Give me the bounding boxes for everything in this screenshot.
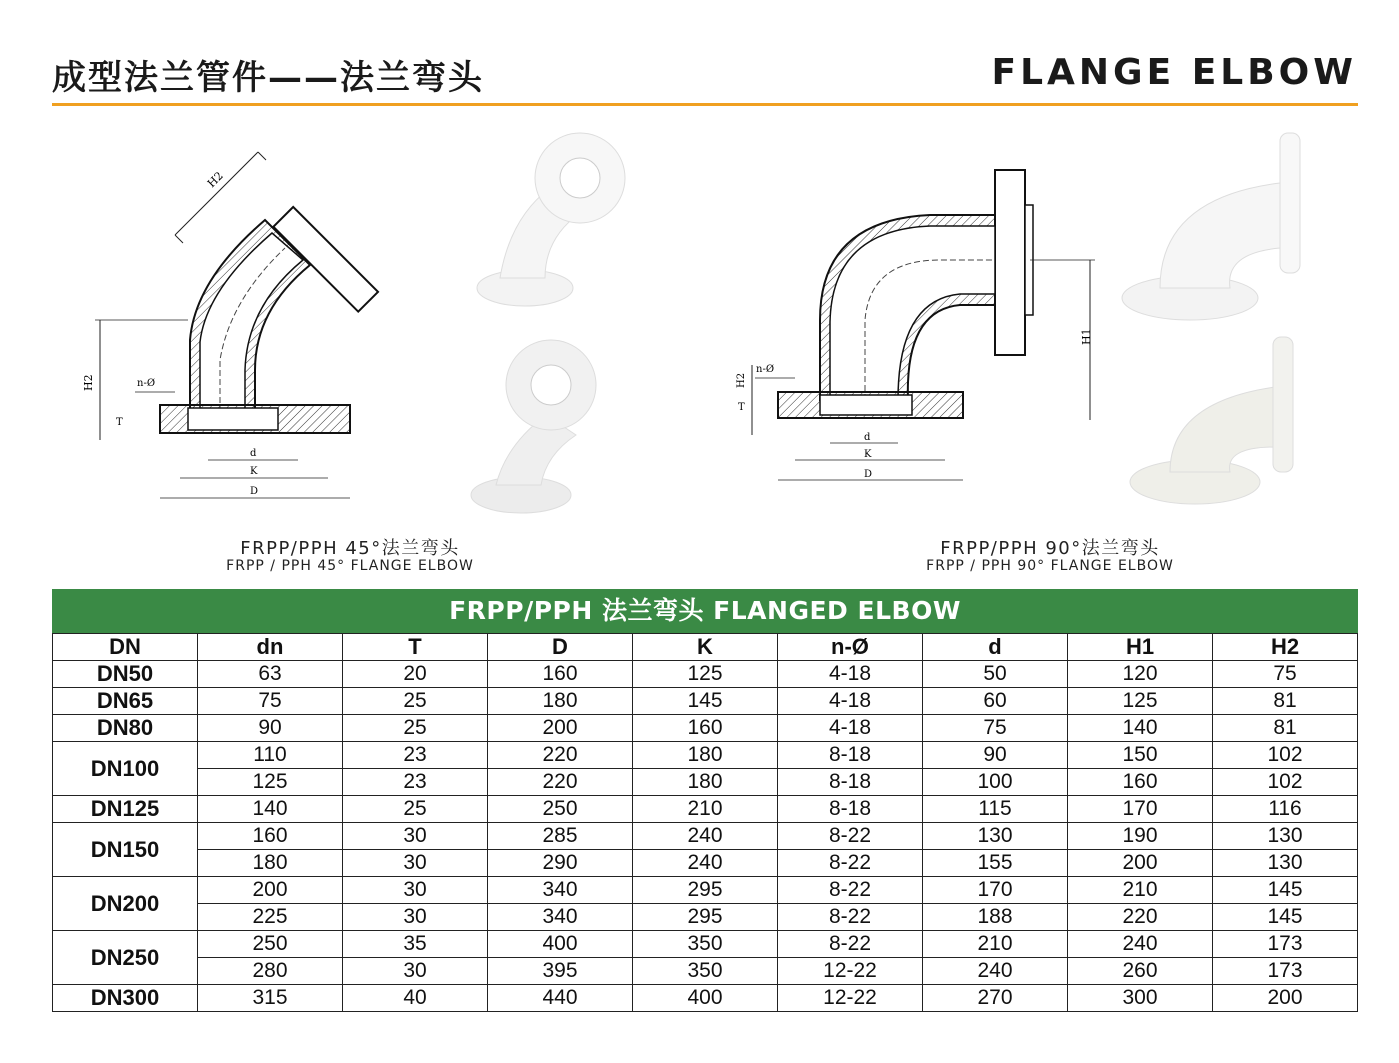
table-cell: 30	[343, 823, 488, 850]
caption-45-en: FRPP / PPH 45° FLANGE ELBOW	[226, 558, 474, 574]
table-cell: 210	[633, 796, 778, 823]
page-title-cn: 成型法兰管件——法兰弯头	[52, 58, 484, 98]
table-row	[53, 715, 1358, 742]
table-cell: 280	[198, 958, 343, 985]
table-cell: 25	[343, 796, 488, 823]
table-row	[53, 742, 1358, 769]
table-cell: 290	[488, 850, 633, 877]
caption-90-en: FRPP / PPH 90° FLANGE ELBOW	[926, 558, 1174, 574]
elbow-90-photo-bottom	[1125, 332, 1315, 517]
table-cell: 440	[488, 985, 633, 1012]
table-cell: 75	[923, 715, 1068, 742]
table-cell: 120	[1068, 661, 1213, 688]
table-cell: 60	[923, 688, 1068, 715]
table-cell: 180	[198, 850, 343, 877]
table-cell: 110	[198, 742, 343, 769]
table-row	[53, 796, 1358, 823]
table-cell: 25	[343, 688, 488, 715]
spec-table-container	[52, 589, 1358, 1012]
table-cell: 125	[198, 769, 343, 796]
table-cell: 180	[633, 742, 778, 769]
label-k-left: K	[250, 466, 258, 477]
label-h2-vert: H2	[82, 374, 95, 391]
table-cell: 125	[633, 661, 778, 688]
dn-cell: DN150	[53, 823, 198, 877]
table-cell: 340	[488, 904, 633, 931]
table-cell: 8-22	[778, 931, 923, 958]
elbow-45-photo-bottom	[466, 335, 626, 520]
table-cell: 90	[923, 742, 1068, 769]
table-cell: 170	[1068, 796, 1213, 823]
table-cell: 12-22	[778, 985, 923, 1012]
table-cell: 100	[923, 769, 1068, 796]
elbow-45-photo-top	[470, 128, 630, 313]
table-cell: 8-18	[778, 769, 923, 796]
dn-cell: DN300	[53, 985, 198, 1012]
table-cell: 140	[198, 796, 343, 823]
label-t-left: T	[116, 417, 123, 428]
table-cell: 188	[923, 904, 1068, 931]
table-row	[53, 877, 1358, 904]
table-cell: 295	[633, 877, 778, 904]
column-header: T	[343, 634, 488, 661]
dn-cell: DN250	[53, 931, 198, 985]
column-header: dn	[198, 634, 343, 661]
label-bigd-left: D	[250, 486, 259, 497]
table-cell: 160	[488, 661, 633, 688]
dn-cell: DN100	[53, 742, 198, 796]
table-cell: 160	[1068, 769, 1213, 796]
table-cell: 4-18	[778, 715, 923, 742]
table-cell: 200	[1068, 850, 1213, 877]
table-cell: 81	[1213, 715, 1358, 742]
table-cell: 30	[343, 958, 488, 985]
column-header: H2	[1213, 634, 1358, 661]
dn-cell: DN80	[53, 715, 198, 742]
dn-cell: DN50	[53, 661, 198, 688]
table-cell: 315	[198, 985, 343, 1012]
table-cell: 240	[633, 850, 778, 877]
elbow-45-drawing	[80, 130, 380, 510]
table-cell: 145	[1213, 877, 1358, 904]
table-cell: 30	[343, 904, 488, 931]
table-cell: 81	[1213, 688, 1358, 715]
label-k-right: K	[864, 449, 872, 460]
table-cell: 4-18	[778, 688, 923, 715]
table-cell: 260	[1068, 958, 1213, 985]
table-cell: 130	[923, 823, 1068, 850]
table-row	[53, 904, 1358, 931]
table-cell: 400	[633, 985, 778, 1012]
table-cell: 160	[198, 823, 343, 850]
table-row	[53, 850, 1358, 877]
table-cell: 210	[1068, 877, 1213, 904]
table-body	[53, 661, 1358, 1012]
table-cell: 102	[1213, 769, 1358, 796]
label-h1-right: H1	[1080, 328, 1093, 345]
table-cell: 220	[1068, 904, 1213, 931]
dn-cell: DN125	[53, 796, 198, 823]
label-n-phi-right: n-Ø	[756, 364, 775, 375]
table-row	[53, 958, 1358, 985]
table-cell: 130	[1213, 823, 1358, 850]
table-row	[53, 823, 1358, 850]
dn-cell: DN200	[53, 877, 198, 931]
caption-45-cn: FRPP/PPH 45°法兰弯头	[240, 538, 460, 559]
table-cell: 200	[1213, 985, 1358, 1012]
label-d-left: d	[250, 448, 257, 459]
table-cell: 250	[488, 796, 633, 823]
dn-cell: DN65	[53, 688, 198, 715]
table-cell: 8-22	[778, 877, 923, 904]
table-cell: 75	[1213, 661, 1358, 688]
table-row	[53, 769, 1358, 796]
table-cell: 20	[343, 661, 488, 688]
table-cell: 285	[488, 823, 633, 850]
table-cell: 250	[198, 931, 343, 958]
table-cell: 130	[1213, 850, 1358, 877]
table-cell: 8-18	[778, 742, 923, 769]
table-cell: 340	[488, 877, 633, 904]
table-cell: 220	[488, 769, 633, 796]
table-cell: 400	[488, 931, 633, 958]
table-cell: 200	[198, 877, 343, 904]
table-cell: 25	[343, 715, 488, 742]
table-cell: 145	[633, 688, 778, 715]
table-row	[53, 661, 1358, 688]
label-bigd-right: D	[864, 469, 873, 480]
label-h2-diag: H2	[204, 169, 226, 191]
caption-90-cn: FRPP/PPH 90°法兰弯头	[940, 538, 1160, 559]
table-cell: 4-18	[778, 661, 923, 688]
table-cell: 200	[488, 715, 633, 742]
label-t-right: T	[738, 402, 745, 413]
table-cell: 90	[198, 715, 343, 742]
table-row	[53, 931, 1358, 958]
table-cell: 30	[343, 850, 488, 877]
table-title: FRPP/PPH 法兰弯头 FLANGED ELBOW	[52, 589, 1358, 633]
table-cell: 23	[343, 742, 488, 769]
table-row	[53, 688, 1358, 715]
label-d-right: d	[864, 432, 871, 443]
table-cell: 240	[633, 823, 778, 850]
table-cell: 173	[1213, 931, 1358, 958]
header-divider	[52, 103, 1358, 106]
column-header: D	[488, 634, 633, 661]
page-title-en: FLANGE ELBOW	[991, 52, 1357, 93]
table-cell: 180	[488, 688, 633, 715]
table-cell: 8-22	[778, 823, 923, 850]
table-cell: 35	[343, 931, 488, 958]
elbow-90-photo-top	[1120, 128, 1310, 328]
spec-table	[52, 633, 1358, 1012]
column-header: H1	[1068, 634, 1213, 661]
table-cell: 8-22	[778, 850, 923, 877]
table-header-row	[53, 634, 1358, 661]
table-cell: 116	[1213, 796, 1358, 823]
table-cell: 295	[633, 904, 778, 931]
table-cell: 240	[1068, 931, 1213, 958]
table-cell: 210	[923, 931, 1068, 958]
label-h2-right: H2	[736, 372, 747, 388]
table-cell: 125	[1068, 688, 1213, 715]
elbow-90-drawing	[730, 160, 1120, 500]
table-cell: 75	[198, 688, 343, 715]
table-cell: 40	[343, 985, 488, 1012]
table-cell: 155	[923, 850, 1068, 877]
table-cell: 240	[923, 958, 1068, 985]
label-n-phi-left: n-Ø	[137, 378, 156, 389]
table-cell: 50	[923, 661, 1068, 688]
column-header: d	[923, 634, 1068, 661]
column-header: DN	[53, 634, 198, 661]
table-cell: 140	[1068, 715, 1213, 742]
table-cell: 145	[1213, 904, 1358, 931]
column-header: n-Ø	[778, 634, 923, 661]
table-cell: 115	[923, 796, 1068, 823]
table-cell: 12-22	[778, 958, 923, 985]
table-cell: 180	[633, 769, 778, 796]
table-cell: 395	[488, 958, 633, 985]
table-cell: 102	[1213, 742, 1358, 769]
table-cell: 300	[1068, 985, 1213, 1012]
table-cell: 220	[488, 742, 633, 769]
table-row	[53, 985, 1358, 1012]
table-cell: 23	[343, 769, 488, 796]
table-cell: 350	[633, 931, 778, 958]
table-cell: 30	[343, 877, 488, 904]
table-cell: 150	[1068, 742, 1213, 769]
column-header: K	[633, 634, 778, 661]
table-cell: 160	[633, 715, 778, 742]
table-cell: 8-22	[778, 904, 923, 931]
table-cell: 63	[198, 661, 343, 688]
table-cell: 173	[1213, 958, 1358, 985]
table-cell: 225	[198, 904, 343, 931]
table-cell: 8-18	[778, 796, 923, 823]
table-cell: 190	[1068, 823, 1213, 850]
table-cell: 350	[633, 958, 778, 985]
table-cell: 270	[923, 985, 1068, 1012]
table-cell: 170	[923, 877, 1068, 904]
